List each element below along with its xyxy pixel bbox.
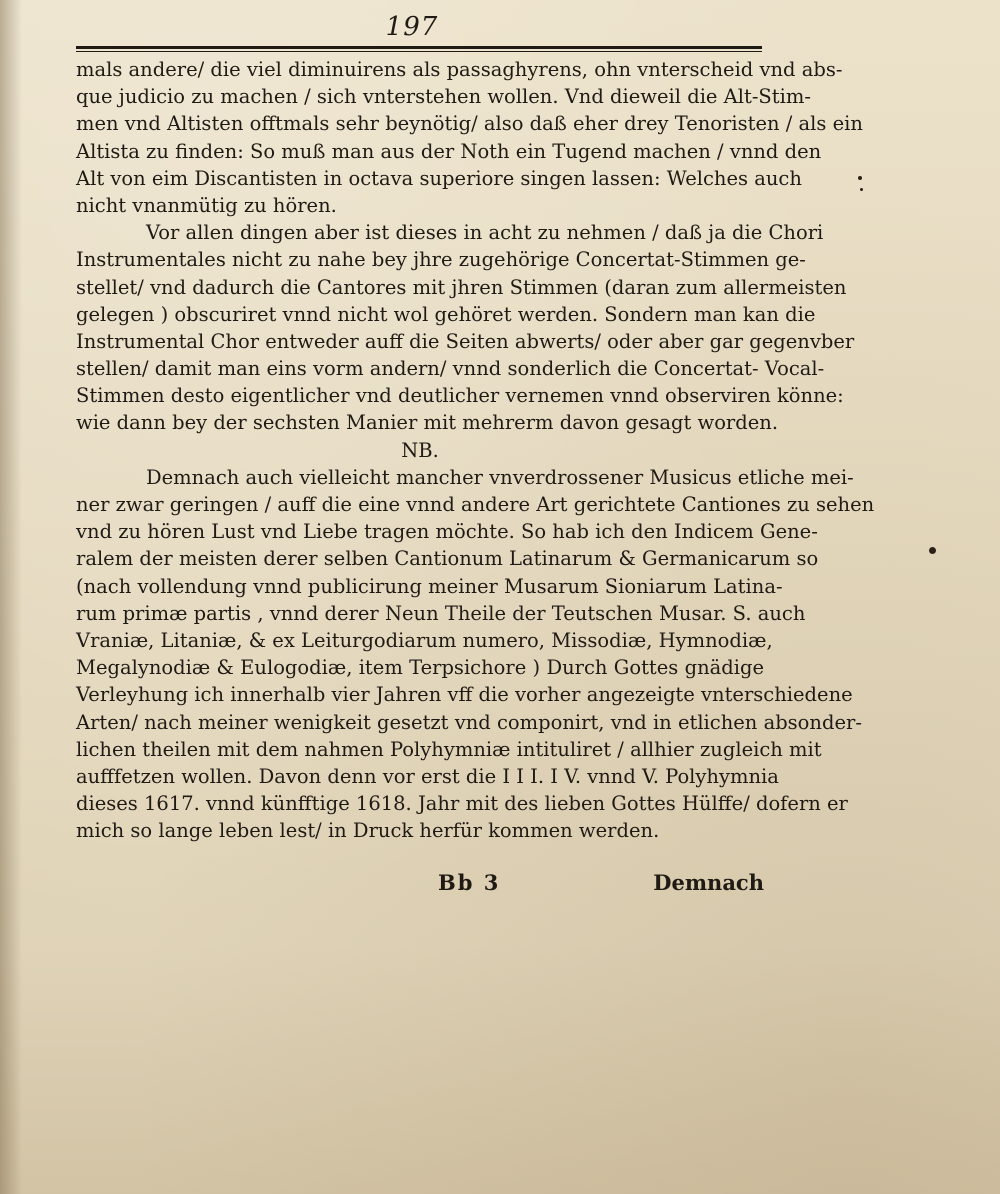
nb-heading: NB.: [401, 438, 439, 462]
ink-speck: [858, 176, 862, 180]
text-line: que judicio zu machen / sich vnterstehen wollen. Vnd dieweil die Alt-Stim-: [76, 85, 811, 109]
signature-mark: Bb 3: [438, 870, 501, 895]
text-line: ralem der meisten derer selben Cantionum Latinarum & Germanicarum so: [76, 547, 819, 571]
text-line: aufffetzen wollen. Davon denn vor erst die I I I. I V. vnnd V. Polyhymnia: [76, 764, 779, 788]
text-line: mich so lange leben lest/ in Druck herfür kommen werden.: [76, 819, 660, 843]
text-line: lichen theilen mit dem nahmen Polyhymniæ intituliret / allhier zugleich mit: [76, 737, 822, 761]
text-line: dieses 1617. vnnd künfftige 1618. Jahr mit des lieben Gottes Hülffe/ dofern er: [76, 792, 848, 816]
text-line: rum primæ partis , vnnd derer Neun Theile der Teutschen Musar. S. auch: [76, 601, 806, 625]
text-line: Demnach auch vielleicht mancher vnverdrossener Musicus etliche mei-: [146, 465, 854, 489]
text-line: stellen/ damit man eins vorm andern/ vnnd sonderlich die Concertat- Vocal-: [76, 357, 825, 381]
text-line: Vor allen dingen aber ist dieses in acht zu nehmen / daß ja die Chori: [146, 221, 824, 245]
header-rule: [76, 46, 762, 49]
text-line: (nach vollendung vnnd publicirung meiner Musarum Sioniarum Latina-: [76, 574, 783, 598]
text-line: Vraniæ, Litaniæ, & ex Leiturgodiarum numero, Missodiæ, Hymnodiæ,: [76, 628, 773, 652]
text-line: stellet/ vnd dadurch die Cantores mit jhren Stimmen (daran zum allermeisten: [76, 275, 847, 299]
page-footer: [76, 870, 764, 900]
ink-speck: [929, 547, 936, 554]
text-line: Verleyhung ich innerhalb vier Jahren vff die vorher angezeigte vnterschiedene: [76, 683, 853, 707]
text-line: Instrumental Chor entweder auff die Seiten abwerts/ oder aber gar gegenvber: [76, 329, 855, 353]
text-line: Stimmen desto eigentlicher vnd deutlicher vernemen vnnd observiren könne:: [76, 384, 844, 408]
text-line: mals andere/ die viel diminuirens als passaghyrens, ohn vnterscheid vnd abs-: [76, 58, 843, 81]
text-line: Megalynodiæ & Eulogodiæ, item Terpsichore ) Durch Gottes gnädige: [76, 656, 764, 680]
page-number: 197: [385, 12, 439, 42]
text-line: Arten/ nach meiner wenigkeit gesetzt vnd componirt, vnd in etlichen absonder-: [76, 710, 862, 734]
text-line: ner zwar geringen / auff die eine vnnd andere Art gerichtete Cantiones zu sehen: [76, 493, 875, 516]
text-line: Alt von eim Discantisten in octava superiore singen lassen: Welches auch: [76, 166, 802, 190]
header-rule-thin: [76, 51, 762, 52]
paper-shade: [0, 944, 1000, 1194]
text-line: Altista zu finden: So muß man aus der Noth ein Tugend machen / vnnd den: [76, 139, 822, 163]
text-line: vnd zu hören Lust vnd Liebe tragen möchte. So hab ich den Indicem Gene-: [76, 520, 818, 544]
body-text: [76, 56, 875, 844]
text-line: Instrumentales nicht zu nahe bey jhre zugehörige Concertat-Stimmen ge-: [76, 248, 806, 272]
text-line: nicht vnanmütig zu hören.: [76, 193, 337, 217]
ink-speck: [860, 188, 863, 191]
catchword: Demnach: [653, 870, 764, 895]
text-line: men vnd Altisten offtmals sehr beynötig/ also daß eher drey Tenoristen / als ein: [76, 112, 863, 136]
text-line: gelegen ) obscuriret vnnd nicht wol gehöret werden. Sondern man kan die: [76, 302, 816, 326]
text-line: wie dann bey der sechsten Manier mit mehrerm davon gesagt worden.: [76, 411, 779, 435]
